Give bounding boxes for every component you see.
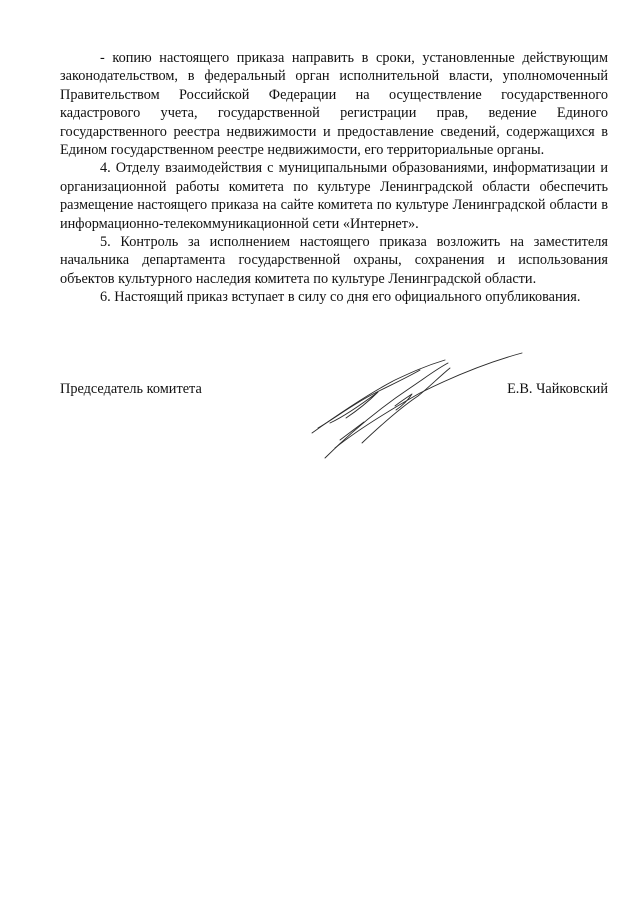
handwritten-signature: [300, 348, 530, 463]
document-body: [60, 49, 608, 307]
paragraph-item-5: 5. Контроль за исполнением настоящего приказа возложить на заместителя начальника департамента государственной охраны, сохранения и использования объектов культурного наследия комитета по культуре Ленинградской области.: [60, 234, 608, 287]
signer-title: Председатель комитета: [60, 381, 202, 397]
paragraph-item-6: 6. Настоящий приказ вступает в силу со дня его официального опубликования.: [100, 289, 581, 306]
signer-name: Е.В. Чайковский: [507, 381, 608, 397]
paragraph-copy-to-registry: - копию настоящего приказа направить в сроки, установленные действующим законодательством, в федеральный орган исполнительной власти, уполномоченный Правительством Российской Федерации на осуществление государственного кадастрового учета, государственной регистрации прав, ведение Единого государственного реестра недвижимости и предоставление сведений, содержащихся в Едином государственном реестре недвижимости, его территориальные органы.: [60, 50, 608, 159]
paragraph-item-4: 4. Отделу взаимодействия с муниципальными образованиями, информатизации и организационной работы комитета по культуре Ленинградской области обеспечить размещение настоящего приказа на сайте комитета по культуре Ленинградской области в информационно-телекоммуникационной сети «Интернет».: [60, 160, 608, 232]
